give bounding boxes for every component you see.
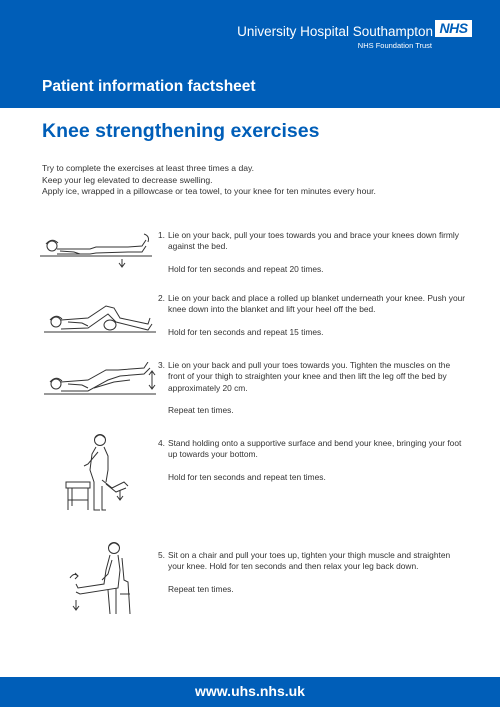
page-title: Knee strengthening exercises bbox=[42, 120, 320, 142]
exercise-instruction: Stand holding onto a supportive surface and bend your knee, bringing your foot up towards your bottom. bbox=[168, 438, 462, 460]
exercise-note: Repeat ten times. bbox=[168, 583, 234, 594]
intro-line: Apply ice, wrapped in a pillowcase or tea towel, to your knee for ten minutes every hour. bbox=[42, 186, 376, 196]
exercise-note: Hold for ten seconds and repeat ten times. bbox=[168, 471, 326, 482]
exercise-note: Hold for ten seconds and repeat 20 times. bbox=[168, 263, 324, 274]
exercise-note: Repeat ten times. bbox=[168, 405, 234, 416]
nhs-logo: NHS bbox=[435, 20, 472, 37]
exercise-number: 2. bbox=[158, 293, 165, 303]
exercise-number: 5. bbox=[158, 550, 165, 560]
exercise-instruction: Lie on your back and place a rolled up blanket underneath your knee. Push your knee down into the blanket and lift your heel off the bed. bbox=[168, 293, 466, 315]
exercise-item bbox=[158, 293, 468, 338]
factsheet-label: Patient information factsheet bbox=[42, 78, 256, 95]
exercise-instruction: Lie on your back, pull your toes towards you and brace your knees down firmly against the bed. bbox=[168, 230, 459, 252]
exercise-item bbox=[158, 550, 468, 595]
exercise-number: 3. bbox=[158, 360, 165, 370]
figure-leg-raise-icon bbox=[44, 362, 156, 398]
exercise-item bbox=[158, 360, 468, 417]
exercise-item bbox=[158, 230, 468, 275]
intro-line: Keep your leg elevated to decrease swelling. bbox=[42, 174, 213, 185]
intro-text bbox=[42, 163, 376, 198]
intro-line: Try to complete the exercises at least three times a day. bbox=[42, 163, 255, 173]
org-trust: NHS Foundation Trust bbox=[357, 41, 432, 50]
figure-standing-icon bbox=[62, 430, 138, 514]
exercise-number: 1. bbox=[158, 230, 165, 240]
exercise-number: 4. bbox=[158, 438, 165, 448]
figure-seated-icon bbox=[64, 540, 134, 618]
exercise-instruction: Lie on your back and pull your toes towards you. Tighten the muscles on the front of your thigh to straighten your knee and then lift the leg off the bed by approximately 20 cm. bbox=[168, 360, 451, 393]
org-name: University Hospital Southampton bbox=[237, 24, 433, 39]
footer-url[interactable]: www.uhs.nhs.uk bbox=[195, 683, 305, 699]
exercise-note: Hold for ten seconds and repeat 15 times. bbox=[168, 326, 324, 337]
figure-lying-blanket-icon bbox=[44, 298, 156, 338]
exercise-instruction: Sit on a chair and pull your toes up, tighten your thigh muscle and straighten your knee. Hold for ten seconds and then relax your leg back down. bbox=[168, 550, 451, 572]
figure-lying-icon bbox=[40, 232, 152, 268]
exercise-item bbox=[158, 438, 468, 483]
